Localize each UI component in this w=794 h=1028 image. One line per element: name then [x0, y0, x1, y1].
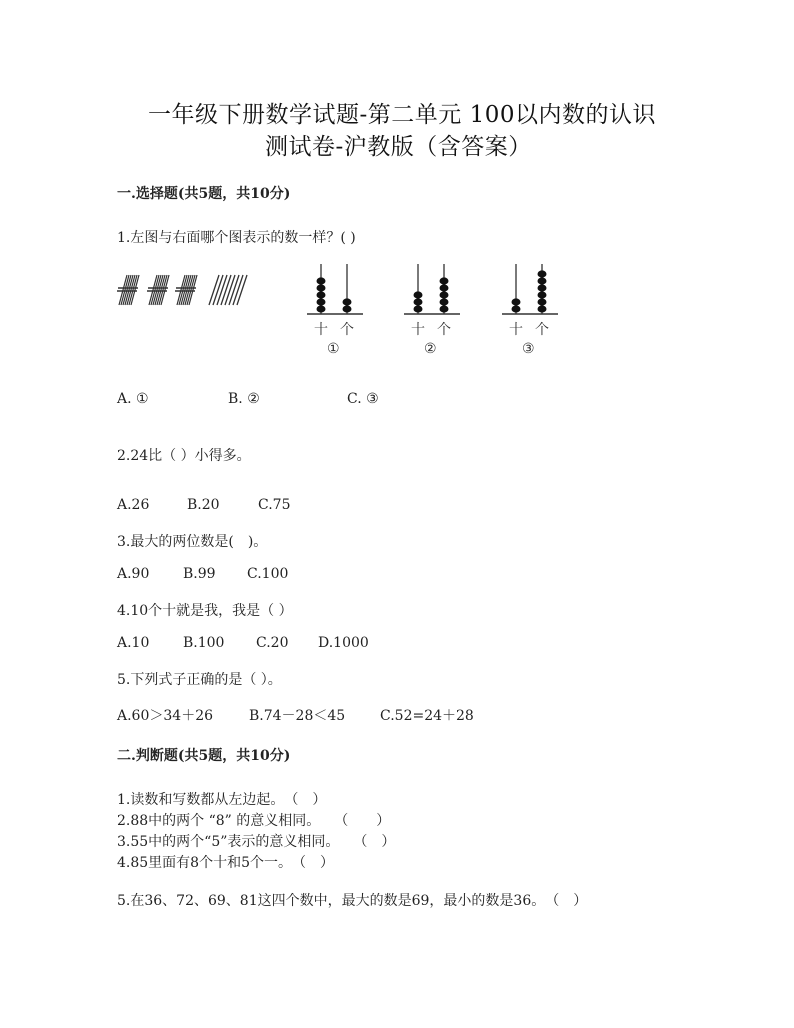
sticks-figure	[115, 272, 255, 308]
doc-title-line2: 测试卷-沪教版（含答案）	[265, 134, 532, 160]
abacus-number: ①	[327, 341, 340, 357]
judge-item: 1.读数和写数都从左边起。 （ ）	[117, 792, 327, 808]
option-b[interactable]: B. ②	[228, 391, 260, 407]
ones-label: 个	[340, 322, 354, 338]
option-b[interactable]: B.100	[183, 635, 225, 651]
abacus-1	[305, 262, 365, 358]
option-c[interactable]: C.100	[247, 566, 289, 582]
judge-item: 5.在36、72、69、81这四个数中，最大的数是69，最小的数是36。 （ ）	[117, 893, 588, 909]
option-a[interactable]: A.10	[117, 635, 150, 651]
option-b[interactable]: B.74－28＜45	[249, 708, 346, 724]
abacus-number: ②	[424, 341, 437, 357]
q2-text: 2.24比（ ）小得多。	[117, 448, 251, 464]
option-b[interactable]: B.20	[187, 497, 220, 513]
tens-label: 十	[314, 322, 328, 338]
option-c[interactable]: C. ③	[347, 391, 379, 407]
q4-text: 4.10个十就是我，我是（ ）	[117, 603, 293, 619]
ten-bundle	[175, 275, 197, 305]
q3-text: 3.最大的两位数是( )。	[117, 534, 268, 550]
ten-bundle	[147, 275, 169, 305]
abacus-number: ③	[522, 341, 535, 357]
option-c[interactable]: C.20	[256, 635, 289, 651]
ones-label: 个	[535, 322, 549, 338]
abacus-2	[402, 262, 462, 358]
tens-label: 十	[509, 322, 523, 338]
section2-heading: 二.判断题(共5题，共10分)	[117, 748, 291, 764]
judge-item: 3.55中的两个“5”表示的意义相同。 （ ）	[117, 834, 396, 850]
judge-item: 2.88中的两个 “8” 的意义相同。 （ ）	[117, 813, 391, 829]
option-d[interactable]: D.1000	[318, 635, 369, 651]
section1-heading: 一.选择题(共5题，共10分)	[117, 186, 291, 202]
option-a[interactable]: A.90	[117, 566, 150, 582]
judge-item: 4.85里面有8个十和5个一。 （ ）	[117, 855, 334, 871]
ones-label: 个	[437, 322, 451, 338]
option-b[interactable]: B.99	[183, 566, 216, 582]
option-a[interactable]: A. ①	[117, 391, 149, 407]
q5-text: 5.下列式子正确的是（ ）。	[117, 672, 282, 688]
tens-label: 十	[411, 322, 425, 338]
single-sticks	[209, 275, 247, 305]
option-a[interactable]: A.26	[117, 497, 150, 513]
option-c[interactable]: C.75	[258, 497, 291, 513]
doc-title-line1: 一年级下册数学试题-第二单元 100以内数的认识	[148, 102, 656, 128]
q1-text: 1.左图与右面哪个图表示的数一样？( )	[117, 230, 356, 246]
option-a[interactable]: A.60＞34＋26	[117, 708, 214, 724]
abacus-3	[500, 262, 560, 358]
ten-bundle	[117, 275, 139, 305]
option-c[interactable]: C.52=24＋28	[380, 708, 474, 724]
